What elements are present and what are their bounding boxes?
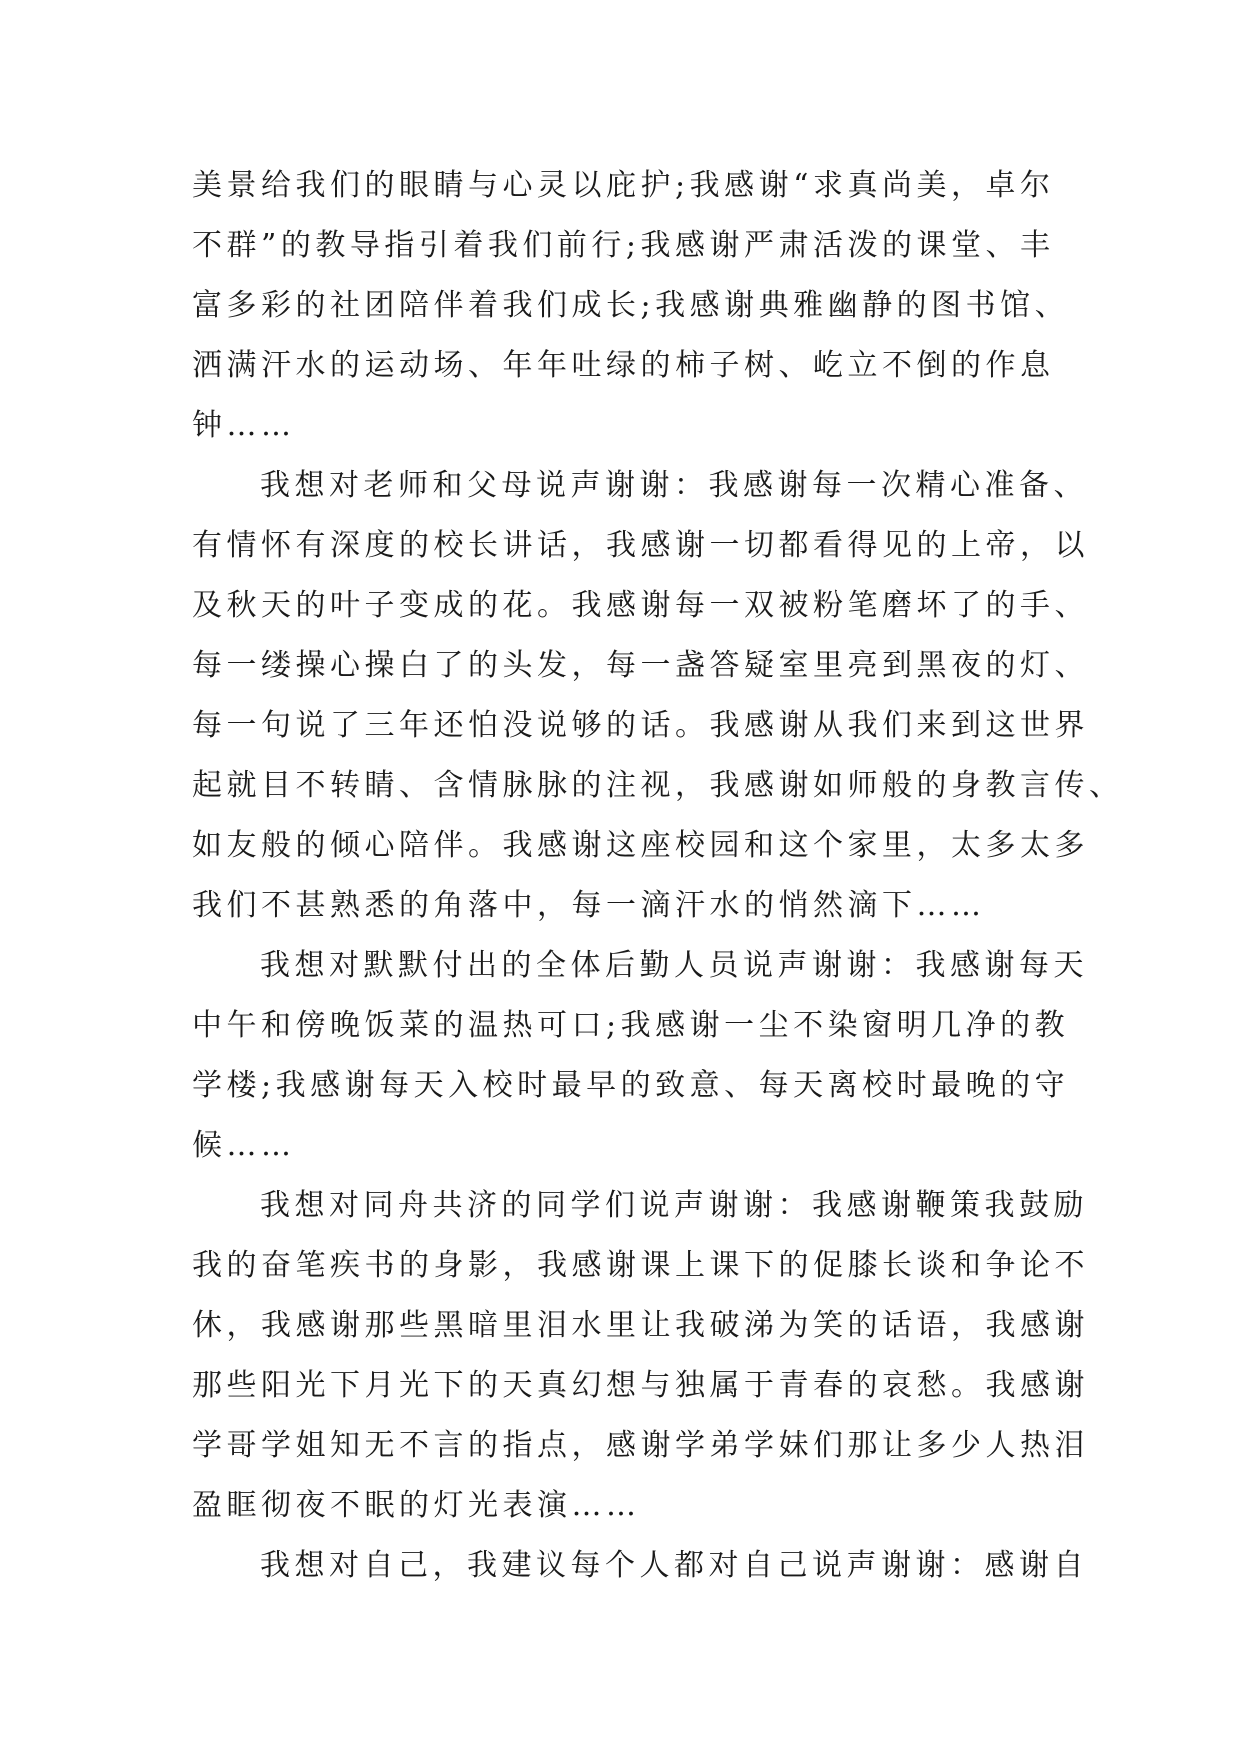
text-line: 盈眶彻夜不眠的灯光表演…… [192, 1488, 641, 1523]
paragraph-first-line: 我想对老师和父母说声谢谢：我感谢每一次精心准备、 [260, 468, 1088, 503]
text-line: 每一句说了三年还怕没说够的话。我感谢从我们来到这世界 [192, 708, 1089, 743]
text-line: 富多彩的社团陪伴着我们成长;我感谢典雅幽静的图书馆、 [192, 288, 1070, 323]
body-text [192, 156, 1124, 1596]
text-line: 学哥学姐知无不言的指点，感谢学弟学妹们那让多少人热泪 [192, 1428, 1089, 1463]
text-line: 有情怀有深度的校长讲话，我感谢一切都看得见的上帝，以 [192, 528, 1089, 563]
text-line: 候…… [192, 1128, 296, 1163]
text-line: 休，我感谢那些黑暗里泪水里让我破涕为笑的话语，我感谢 [192, 1308, 1089, 1343]
text-line: 我们不甚熟悉的角落中，每一滴汗水的悄然滴下…… [192, 888, 986, 923]
text-line: 起就目不转睛、含情脉脉的注视，我感谢如师般的身教言传、 [192, 768, 1124, 803]
text-line: 我的奋笔疾书的身影，我感谢课上课下的促膝长谈和争论不 [192, 1248, 1089, 1283]
text-line: 钟…… [192, 408, 296, 443]
text-line: 美景给我们的眼睛与心灵以庇护;我感谢“求真尚美，卓尔 [192, 168, 1055, 203]
paragraph-first-line: 我想对同舟共济的同学们说声谢谢：我感谢鞭策我鼓励 [260, 1188, 1088, 1223]
text-line: 中午和傍晚饭菜的温热可口;我感谢一尘不染窗明几净的教 [192, 1008, 1070, 1043]
paragraph-first-line: 我想对自己，我建议每个人都对自己说声谢谢：感谢自 [260, 1548, 1088, 1583]
text-line: 如友般的倾心陪伴。我感谢这座校园和这个家里，太多太多 [192, 828, 1089, 863]
text-line: 不群”的教导指引着我们前行;我感谢严肃活泼的课堂、丰 [192, 228, 1055, 263]
text-line: 学楼;我感谢每天入校时最早的致意、每天离校时最晚的守 [192, 1068, 1070, 1103]
text-line: 洒满汗水的运动场、年年吐绿的柿子树、屹立不倒的作息 [192, 348, 1055, 383]
text-line: 每一缕操心操白了的头发，每一盏答疑室里亮到黑夜的灯、 [192, 648, 1089, 683]
text-line: 那些阳光下月光下的天真幻想与独属于青春的哀愁。我感谢 [192, 1368, 1089, 1403]
paragraph-first-line: 我想对默默付出的全体后勤人员说声谢谢：我感谢每天 [260, 948, 1088, 983]
text-line: 及秋天的叶子变成的花。我感谢每一双被粉笔磨坏了的手、 [192, 588, 1089, 623]
